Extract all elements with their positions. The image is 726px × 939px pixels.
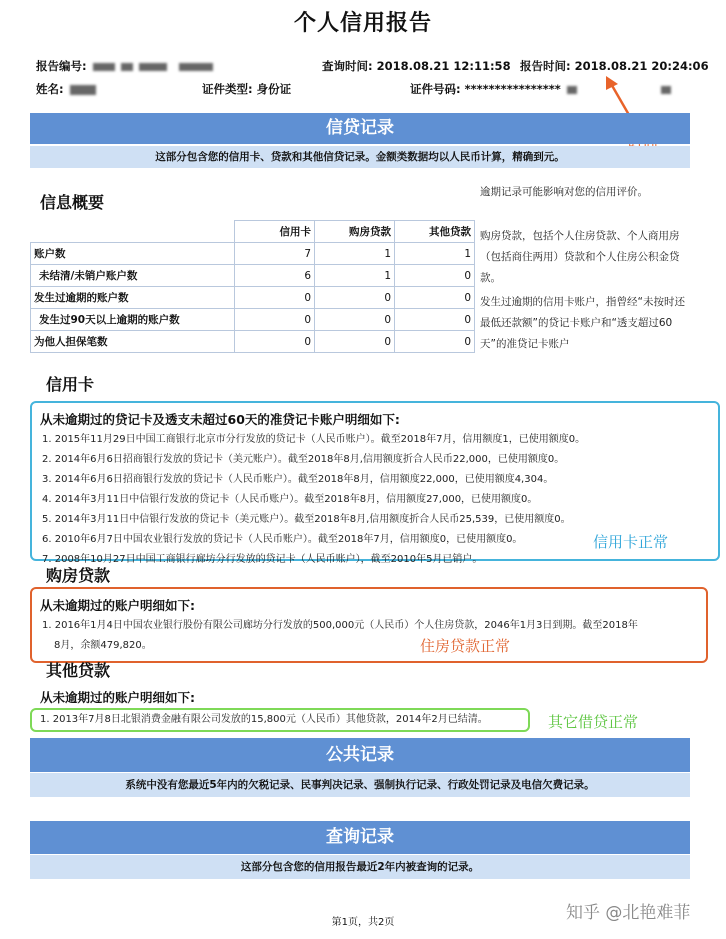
overview-table bbox=[30, 220, 475, 353]
redacted-mark bbox=[93, 63, 115, 71]
column-header: 其他贷款 bbox=[395, 221, 475, 243]
row-label: 为他人担保笔数 bbox=[31, 331, 235, 353]
name-field bbox=[36, 81, 96, 97]
mortgage-subtitle: 从未逾期过的账户明细如下: bbox=[40, 598, 195, 613]
id-number-text: 证件号码: **************** bbox=[410, 82, 561, 96]
list-item: 7. 2008年10月27日中国工商银行廊坊分行发放的贷记卡（人民币账户），截至2010年5月已销户。 bbox=[42, 554, 483, 565]
list-item: 2. 2014年6月6日招商银行发放的贷记卡（美元账户）。截至2018年8月,信用额度折合人民币22,000，已使用额度0。 bbox=[42, 454, 565, 465]
credit-card-annotation: 信用卡正常 bbox=[593, 533, 669, 551]
redacted-mark bbox=[121, 63, 133, 71]
table-row bbox=[31, 287, 475, 309]
cell-value: 0 bbox=[395, 287, 475, 309]
list-item: 8月，余额479,820。 bbox=[54, 640, 152, 651]
query-time: 查询时间: 2018.08.21 12:11:58 bbox=[322, 59, 511, 73]
list-item: 6. 2010年6月7日中国农业银行发放的贷记卡（人民币账户）。截至2018年7月，信用额度0，已使用额度0。 bbox=[42, 534, 523, 545]
report-no-label: 报告编号: bbox=[36, 59, 87, 73]
cell-value: 0 bbox=[395, 331, 475, 353]
overview-note: 发生过逾期的信用卡账户，指曾经“未按时还最低还款额”的贷记卡账户和“透支超过60天”的准贷记卡账户 bbox=[480, 296, 685, 350]
page-title: 个人信用报告 bbox=[293, 11, 432, 36]
credit-card-list bbox=[42, 430, 585, 570]
mortgage-title: 购房贷款 bbox=[46, 566, 111, 585]
list-item: 5. 2014年3月11日中信银行发放的贷记卡（美元账户）。截至2018年8月,信用额度折合人民币25,539，已使用额度0。 bbox=[42, 514, 571, 525]
table-row bbox=[31, 265, 475, 287]
credit-section-title: 信贷记录 bbox=[30, 113, 690, 144]
list-item: 4. 2014年3月11日中信银行发放的贷记卡（人民币账户）。截至2018年8月，信用额度27,000，已使用额度0。 bbox=[42, 494, 538, 505]
cell-value: 7 bbox=[235, 243, 315, 265]
row-label: 未结清/未销户账户数 bbox=[31, 265, 235, 287]
redacted-mark bbox=[70, 85, 96, 95]
public-section-title: 公共记录 bbox=[30, 738, 690, 772]
cell-value: 1 bbox=[395, 243, 475, 265]
list-item: 1. 2013年7月8日北银消费金融有限公司发放的15,800元（人民币）其他贷款，2014年2月已结清。 bbox=[40, 714, 488, 725]
list-item: 1. 2015年11月29日中国工商银行北京市分行发放的贷记卡（人民币账户）。截至2018年7月，信用额度1，已使用额度0。 bbox=[42, 434, 586, 445]
credit-section-desc: 这部分包含您的信用卡、贷款和其他信贷记录。金额类数据均以人民币计算，精确到元。 bbox=[30, 146, 690, 168]
report-no bbox=[36, 58, 213, 74]
cell-value: 0 bbox=[395, 265, 475, 287]
cell-value: 6 bbox=[235, 265, 315, 287]
name-label: 姓名: bbox=[36, 82, 64, 96]
list-item: 3. 2014年6月6日招商银行发放的贷记卡（人民币账户）。截至2018年8月，信用额度22,000，已使用额度4,304。 bbox=[42, 474, 554, 485]
zhihu-watermark: 知乎 @北艳难菲 bbox=[566, 903, 691, 923]
column-header: 购房贷款 bbox=[315, 221, 395, 243]
cell-value: 1 bbox=[315, 265, 395, 287]
id-type: 证件类型: 身份证 bbox=[202, 82, 292, 96]
cell-value: 0 bbox=[315, 287, 395, 309]
table-header-row bbox=[31, 221, 475, 243]
mortgage-list bbox=[42, 616, 638, 656]
redacted-mark bbox=[179, 63, 213, 71]
query-section-desc: 这部分包含您的信用报告最近2年内被查询的记录。 bbox=[30, 855, 690, 879]
cell-value: 0 bbox=[315, 309, 395, 331]
cell-value: 0 bbox=[395, 309, 475, 331]
cell-value: 0 bbox=[315, 331, 395, 353]
cell-value: 0 bbox=[235, 287, 315, 309]
overview-note: 购房贷款，包括个人住房贷款、个人商用房（包括商住两用）贷款和个人住房公积金贷款。 bbox=[480, 230, 680, 284]
table-row bbox=[31, 243, 475, 265]
redacted-mark bbox=[661, 86, 671, 94]
credit-card-title: 信用卡 bbox=[46, 375, 95, 394]
overview-note: 逾期记录可能影响对您的信用评价。 bbox=[480, 186, 648, 198]
other-loan-subtitle: 从未逾期过的账户明细如下: bbox=[40, 690, 195, 705]
credit-card-subtitle: 从未逾期过的贷记卡及透支未超过60天的准贷记卡账户明细如下: bbox=[40, 412, 400, 427]
row-label: 发生过90天以上逾期的账户数 bbox=[31, 309, 235, 331]
page-number: 第1页，共2页 bbox=[331, 917, 395, 928]
row-label: 发生过逾期的账户数 bbox=[31, 287, 235, 309]
mortgage-annotation: 住房贷款正常 bbox=[420, 637, 511, 655]
public-section-desc: 系统中没有您最近5年内的欠税记录、民事判决记录、强制执行记录、行政处罚记录及电信欠费记录。 bbox=[30, 773, 690, 797]
other-loan-annotation: 其它借贷正常 bbox=[548, 713, 639, 731]
overview-title: 信息概要 bbox=[40, 193, 105, 212]
cell-value: 0 bbox=[235, 309, 315, 331]
report-time: 报告时间: 2018.08.21 20:24:06 bbox=[520, 59, 709, 73]
cell-value: 0 bbox=[235, 331, 315, 353]
table-row bbox=[31, 331, 475, 353]
redacted-mark bbox=[139, 63, 167, 71]
other-loan-title: 其他贷款 bbox=[46, 661, 111, 680]
column-header: 信用卡 bbox=[235, 221, 315, 243]
query-section-title: 查询记录 bbox=[30, 821, 690, 854]
table-row bbox=[31, 309, 475, 331]
cell-value: 1 bbox=[315, 243, 395, 265]
list-item: 1. 2016年1月4日中国农业银行股份有限公司廊坊分行发放的500,000元（人民币）个人住房贷款，2046年1月3日到期。截至2018年 bbox=[42, 620, 638, 631]
redacted-mark bbox=[567, 86, 577, 94]
row-label: 账户数 bbox=[31, 243, 235, 265]
